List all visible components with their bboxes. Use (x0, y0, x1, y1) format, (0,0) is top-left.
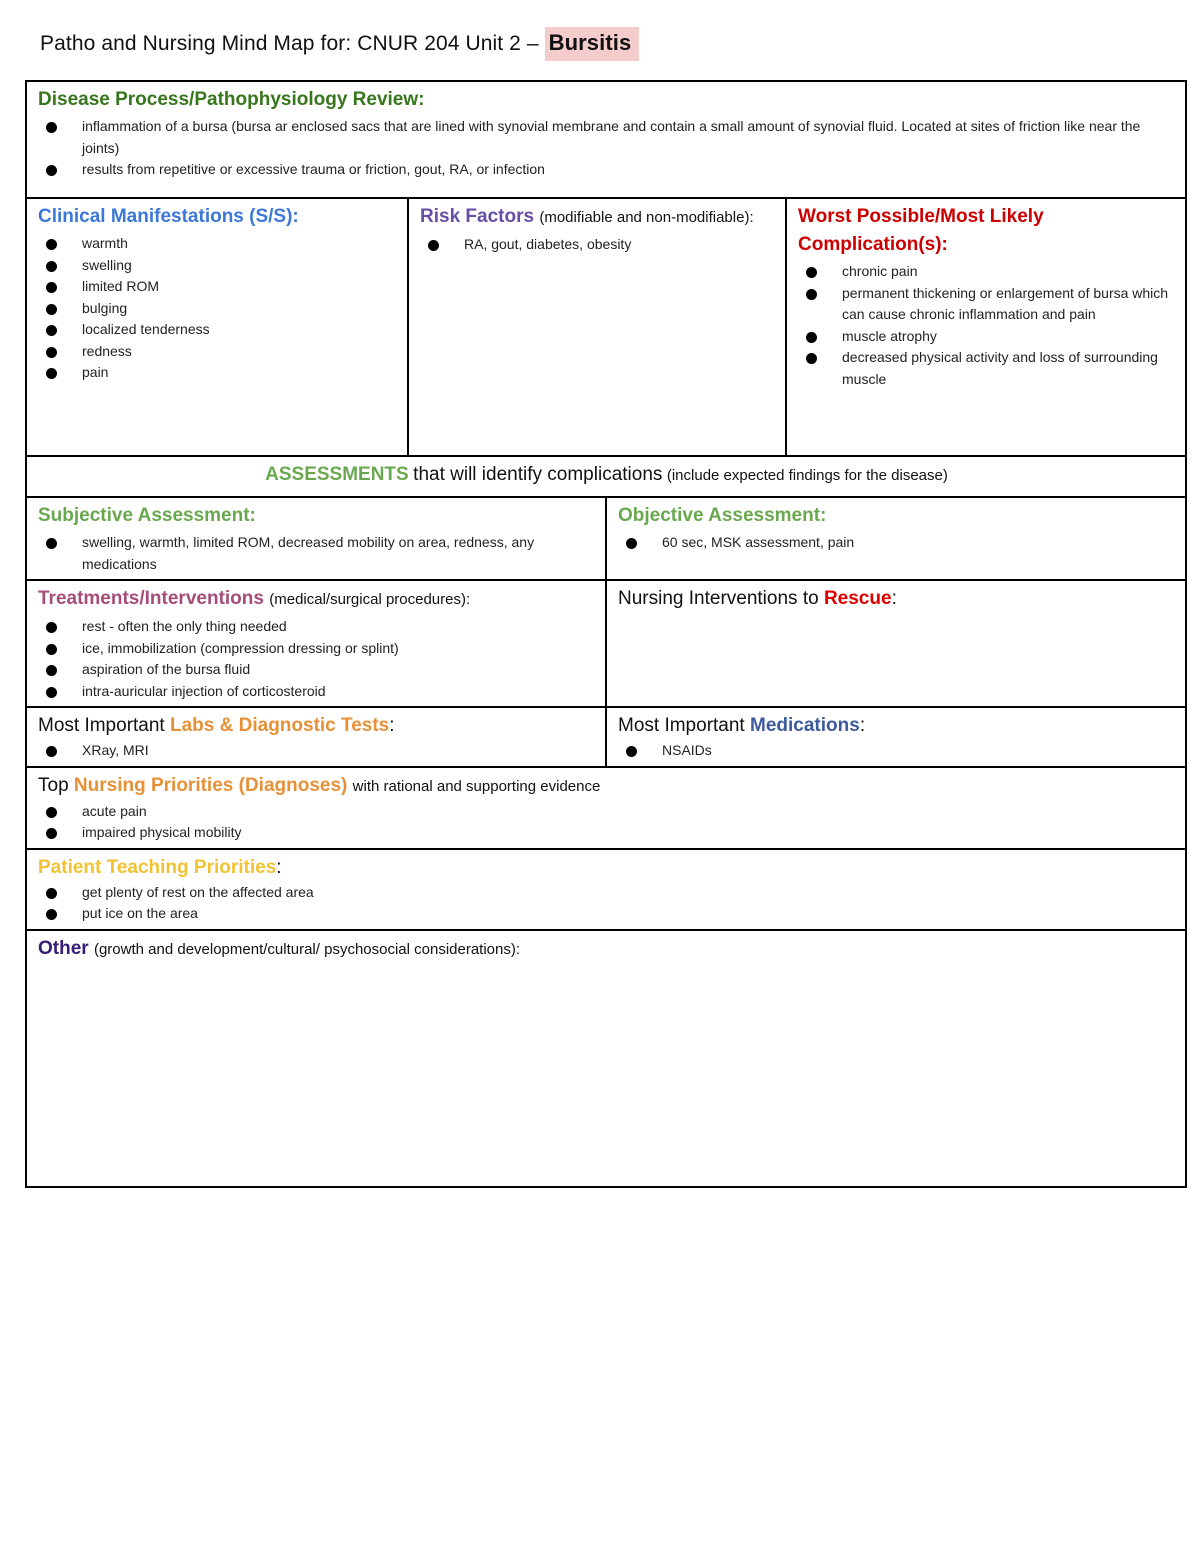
priorities-list (38, 801, 1175, 844)
medications-section (606, 707, 1186, 767)
disease-process-section (26, 81, 1186, 198)
list-item: limited ROM (82, 276, 397, 298)
list-item: redness (82, 341, 397, 363)
complications-heading: Worst Possible/Most Likely Complication(s): (798, 206, 1044, 255)
priorities-heading (38, 772, 1175, 801)
priorities-suffix: with rational and supporting evidence (352, 777, 601, 795)
disease-process-heading: Disease Process/Pathophysiology Review: (38, 89, 425, 110)
list-item: get plenty of rest on the affected area (82, 882, 1175, 904)
rescue-prefix: Nursing Interventions to (618, 588, 819, 609)
priorities-prefix: Top (38, 774, 69, 796)
list-item: inflammation of a bursa (bursa ar enclosed sacs that are lined with synovial membrane and contain a small amount of synovial fluid. Located at sites of friction like near the joints) (82, 116, 1175, 159)
list-item: swelling (82, 255, 397, 277)
list-item: bulging (82, 298, 397, 320)
list-item: aspiration of the bursa fluid (82, 659, 595, 681)
rescue-suffix: : (891, 588, 897, 609)
list-item: muscle atrophy (842, 326, 1175, 348)
page-title (40, 30, 639, 56)
priorities-section (26, 767, 1186, 849)
medications-suffix: : (859, 715, 866, 736)
assessments-banner (26, 456, 1186, 497)
mind-map-table (25, 80, 1185, 1188)
other-section (26, 930, 1186, 1187)
assessments-rest: that will identify complications (413, 464, 663, 485)
rescue-heading (618, 585, 1175, 613)
assessments-note: (include expected findings for the disease) (666, 467, 948, 484)
other-word: Other (38, 937, 89, 959)
clinical-manifestations-heading: Clinical Manifestations (S/S): (38, 206, 299, 227)
list-item: pain (82, 362, 397, 384)
risk-factors-subheading: (modifiable and non-modifiable): (539, 209, 754, 226)
teaching-list (38, 882, 1175, 925)
list-item: rest - often the only thing needed (82, 616, 595, 638)
risk-factors-heading: Risk Factors (420, 206, 535, 227)
disease-process-list (38, 116, 1175, 181)
teaching-suffix: : (276, 856, 282, 878)
list-item: permanent thickening or enlargement of bursa which can cause chronic inflammation and pain (842, 283, 1175, 326)
labs-heading (38, 712, 595, 740)
list-item: put ice on the area (82, 903, 1175, 925)
list-item: localized tenderness (82, 319, 397, 341)
list-item: 60 sec, MSK assessment, pain (662, 532, 1175, 554)
subjective-list (38, 532, 595, 575)
priorities-word: Nursing Priorities (Diagnoses) (73, 774, 348, 796)
subjective-heading: Subjective Assessment: (38, 505, 256, 526)
list-item: ice, immobilization (compression dressing or splint) (82, 638, 595, 660)
complications-section (786, 198, 1186, 456)
subjective-section (26, 497, 606, 580)
list-item: XRay, MRI (82, 740, 595, 762)
title-prefix: Patho and Nursing Mind Map for: CNUR 204 Unit 2 – (40, 32, 539, 55)
objective-section (606, 497, 1186, 580)
medications-word: Medications (750, 715, 860, 736)
risk-factors-list (420, 234, 775, 256)
risk-factors-heading-line (420, 203, 775, 232)
teaching-heading (38, 854, 1175, 882)
list-item: warmth (82, 233, 397, 255)
list-item: intra-auricular injection of corticosteroid (82, 681, 595, 703)
list-item: acute pain (82, 801, 1175, 823)
objective-list (618, 532, 1175, 554)
treatments-heading-line (38, 585, 595, 614)
clinical-manifestations-list (38, 233, 397, 384)
teaching-word: Patient Teaching Priorities (38, 856, 277, 878)
treatments-list (38, 616, 595, 702)
list-item: results from repetitive or excessive trauma or friction, gout, RA, or infection (82, 159, 1175, 181)
labs-list (38, 740, 595, 762)
assessments-word: ASSESSMENTS (265, 464, 409, 485)
other-heading (38, 935, 1175, 964)
treatments-section (26, 580, 606, 707)
complications-list (798, 261, 1175, 390)
labs-prefix: Most Important (38, 715, 165, 736)
objective-heading: Objective Assessment: (618, 505, 827, 526)
list-item: decreased physical activity and loss of surrounding muscle (842, 347, 1175, 390)
topic-highlight: Bursitis (545, 27, 640, 61)
treatments-subheading: (medical/surgical procedures): (269, 591, 471, 608)
clinical-manifestations-section (26, 198, 408, 456)
list-item: impaired physical mobility (82, 822, 1175, 844)
labs-suffix: : (389, 715, 395, 736)
labs-word: Labs & Diagnostic Tests (170, 715, 390, 736)
treatments-heading: Treatments/Interventions (38, 588, 264, 609)
medications-list (618, 740, 1175, 762)
teaching-section (26, 849, 1186, 930)
list-item: swelling, warmth, limited ROM, decreased mobility on area, redness, any medications (82, 532, 595, 575)
list-item: RA, gout, diabetes, obesity (464, 234, 775, 256)
other-note: (growth and development/cultural/ psychosocial considerations): (93, 940, 521, 958)
risk-factors-section (408, 198, 786, 456)
rescue-word: Rescue (823, 588, 892, 609)
medications-prefix: Most Important (618, 715, 745, 736)
list-item: chronic pain (842, 261, 1175, 283)
rescue-section (606, 580, 1186, 707)
medications-heading (618, 712, 1175, 740)
list-item: NSAIDs (662, 740, 1175, 762)
labs-section (26, 707, 606, 767)
